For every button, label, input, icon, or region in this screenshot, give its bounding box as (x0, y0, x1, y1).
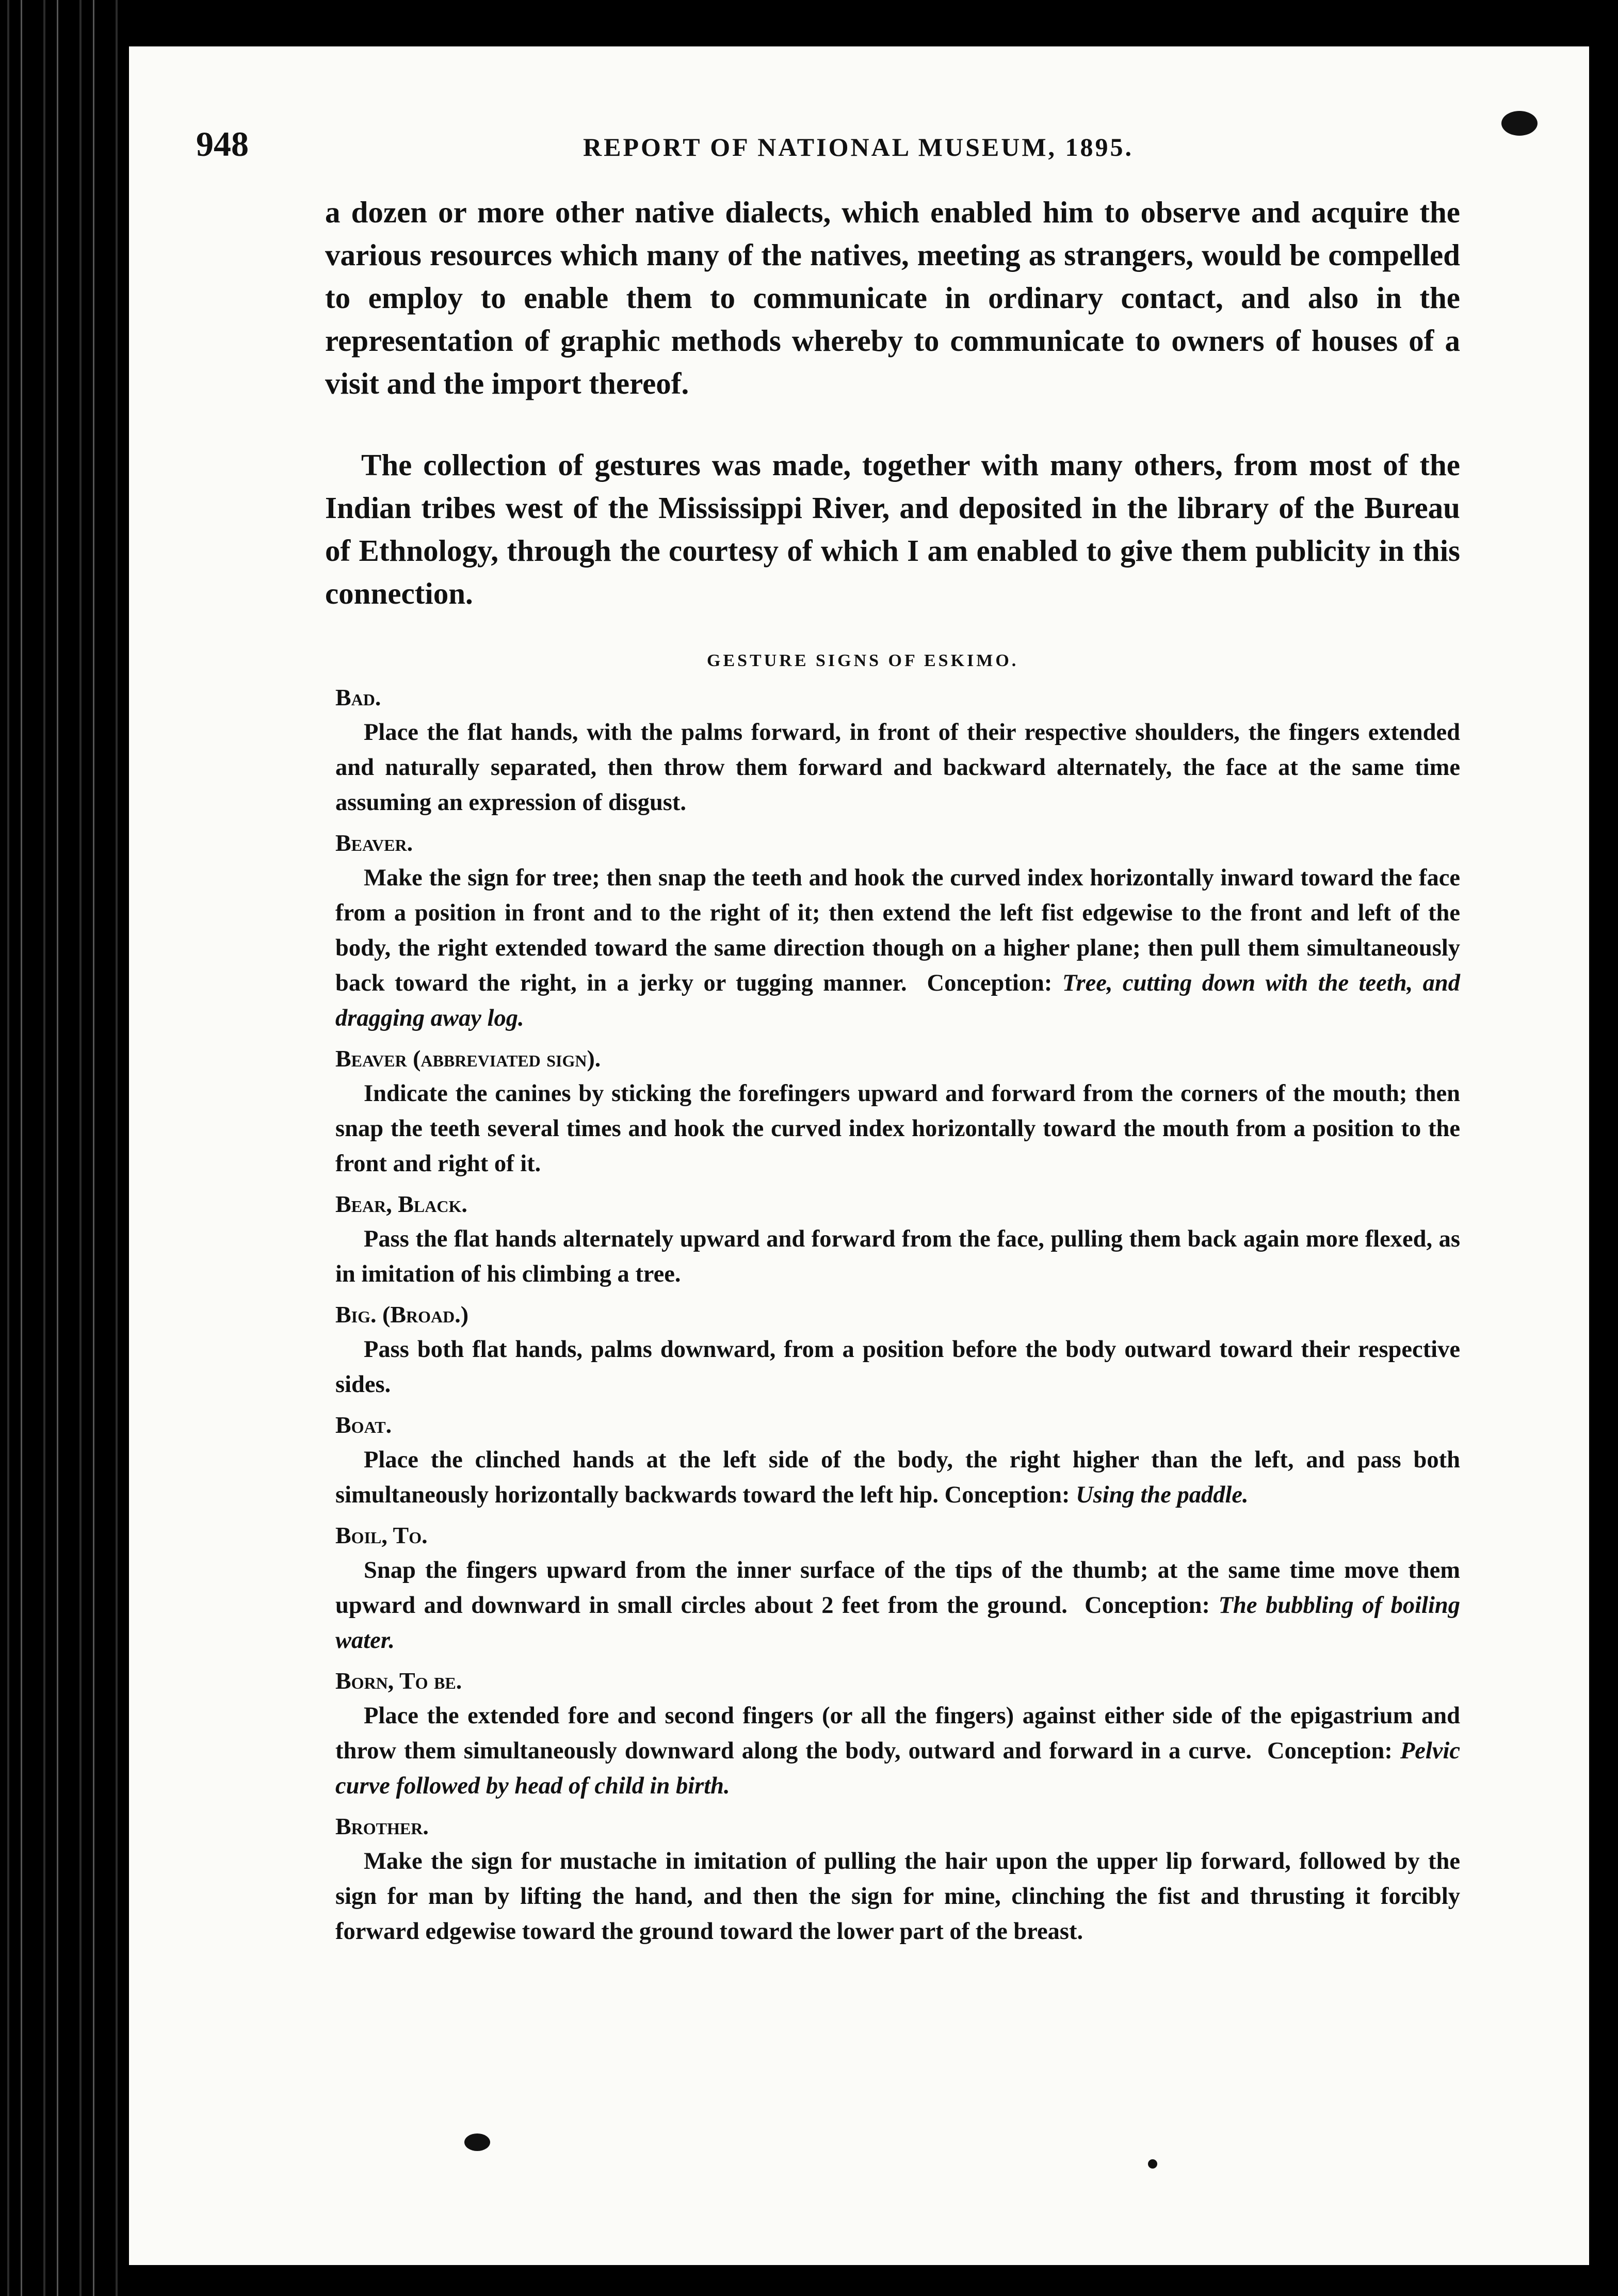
conception-label: Conception: (1267, 1738, 1393, 1764)
entry-description (335, 1222, 1460, 1292)
entry-boil (335, 1518, 1460, 1658)
entry-born (335, 1663, 1460, 1804)
entry-description (335, 1844, 1460, 1949)
entry-term: Beaver. (335, 830, 413, 856)
entry-description (335, 1332, 1460, 1402)
entry-brother (335, 1809, 1460, 1949)
intro-paragraph-1: a dozen or more other native dialects, which enabled him to observe and acquire the various resources which many of the natives, meeting as strangers, would be compelled to employ to enable them to communicate in ordinary contact, and also in the representation of graphic methods whereby to communicate to owners of houses of a visit and the import thereof. (325, 195, 1460, 400)
entry-beaver (335, 826, 1460, 1036)
section-heading: GESTURE SIGNS OF ESKIMO. (707, 651, 1019, 670)
header-title: REPORT OF NATIONAL MUSEUM, 1895. (583, 133, 1134, 161)
entry-text: Place the extended fore and second fingers (or all the fingers) against either side of the epigastrium and throw them simultaneously downward along the body, outward and forward in a curve. (335, 1703, 1460, 1764)
entry-text: Make the sign for tree; then snap the teeth and hook the curved index horizontally inward toward the face from a position in front and to the right of it; then extend the left fist edgewise to the front and left of the body, the right extended toward the same direction though on a higher plane; then pull them simultaneously back toward the right, in a jerky or tugging manner. (335, 865, 1460, 996)
entry-description (335, 1553, 1460, 1658)
entry-text: Make the sign for mustache in imitation of pulling the hair upon the upper lip forward, followed by the sign for man by lifting the hand, and then the sign for mine, clinching the fist and thrusting it forcibly forward edgewise toward the ground toward the lower part of the breast. (335, 1848, 1460, 1945)
entry-term: Boil, To. (335, 1522, 428, 1548)
intro-paragraph-2: The collection of gestures was made, together with many others, from most of the Indian tribes west of the Mississippi River, and deposited in the library of the Bureau of Ethnology, through the courtesy of which I am enabled to give them publicity in this connection. (325, 448, 1460, 610)
gesture-entries (335, 675, 1460, 1949)
entry-term: Bear, Black. (335, 1191, 467, 1217)
entry-bad (335, 680, 1460, 820)
running-head (196, 124, 1460, 165)
conception-text: Using the paddle. (1076, 1482, 1249, 1508)
entry-text: Pass both flat hands, palms downward, from a position before the body outward toward their respective sides. (335, 1336, 1460, 1398)
entry-text: Place the flat hands, with the palms forward, in front of their respective shoulders, the fingers extended and naturally separated, then throw them forward and backward alternately, the face at the same time assuming an expression of disgust. (335, 719, 1460, 816)
page-number: 948 (196, 124, 249, 164)
conception-label: Conception: (944, 1482, 1070, 1508)
entry-text: Place the clinched hands at the left side of the body, the right higher than the left, and pass both simultaneously horizontally backwards toward the left hip. (335, 1447, 1460, 1508)
entry-description (335, 1443, 1460, 1513)
entry-description (335, 1699, 1460, 1804)
conception-text: The bubbling of boiling water. (335, 1592, 1460, 1654)
scan-speck (464, 2133, 490, 2151)
scan-speck (1501, 111, 1538, 136)
entry-term: Boat. (335, 1412, 392, 1438)
conception-label: Conception: (1085, 1592, 1210, 1619)
entry-description (335, 1076, 1460, 1182)
entry-beaver-abbreviated (335, 1041, 1460, 1182)
entry-bear-black (335, 1187, 1460, 1292)
entry-boat (335, 1408, 1460, 1513)
entry-term: Bad. (335, 684, 381, 710)
entry-description (335, 861, 1460, 1036)
entry-text: Snap the fingers upward from the inner surface of the tips of the thumb; at the same time move them upward and downward in small circles about 2 feet from the ground. (335, 1557, 1460, 1619)
conception-label: Conception: (927, 970, 1053, 996)
page-binding-edge (0, 0, 129, 2296)
entry-term: Brother. (335, 1813, 429, 1839)
scan-speck (1148, 2159, 1157, 2169)
conception-text: Pelvic curve followed by head of child in birth. (335, 1738, 1461, 1799)
entry-text: Pass the flat hands alternately upward and forward from the face, pulling them back again more flexed, as in imitation of his climbing a tree. (335, 1226, 1460, 1287)
entry-term: Beaver (abbreviated sign). (335, 1045, 601, 1072)
entry-text: Indicate the canines by sticking the forefingers upward and forward from the corners of the mouth; then snap the teeth several times and hook the curved index horizontally toward the mouth from a position to the front and right of it. (335, 1080, 1460, 1177)
conception-text: Tree, cutting down with the teeth, and dragging away log. (335, 970, 1460, 1031)
entry-big (335, 1297, 1460, 1402)
entry-term: Born, To be. (335, 1668, 462, 1694)
entry-description (335, 715, 1460, 820)
entry-term: Big. (Broad.) (335, 1301, 469, 1328)
